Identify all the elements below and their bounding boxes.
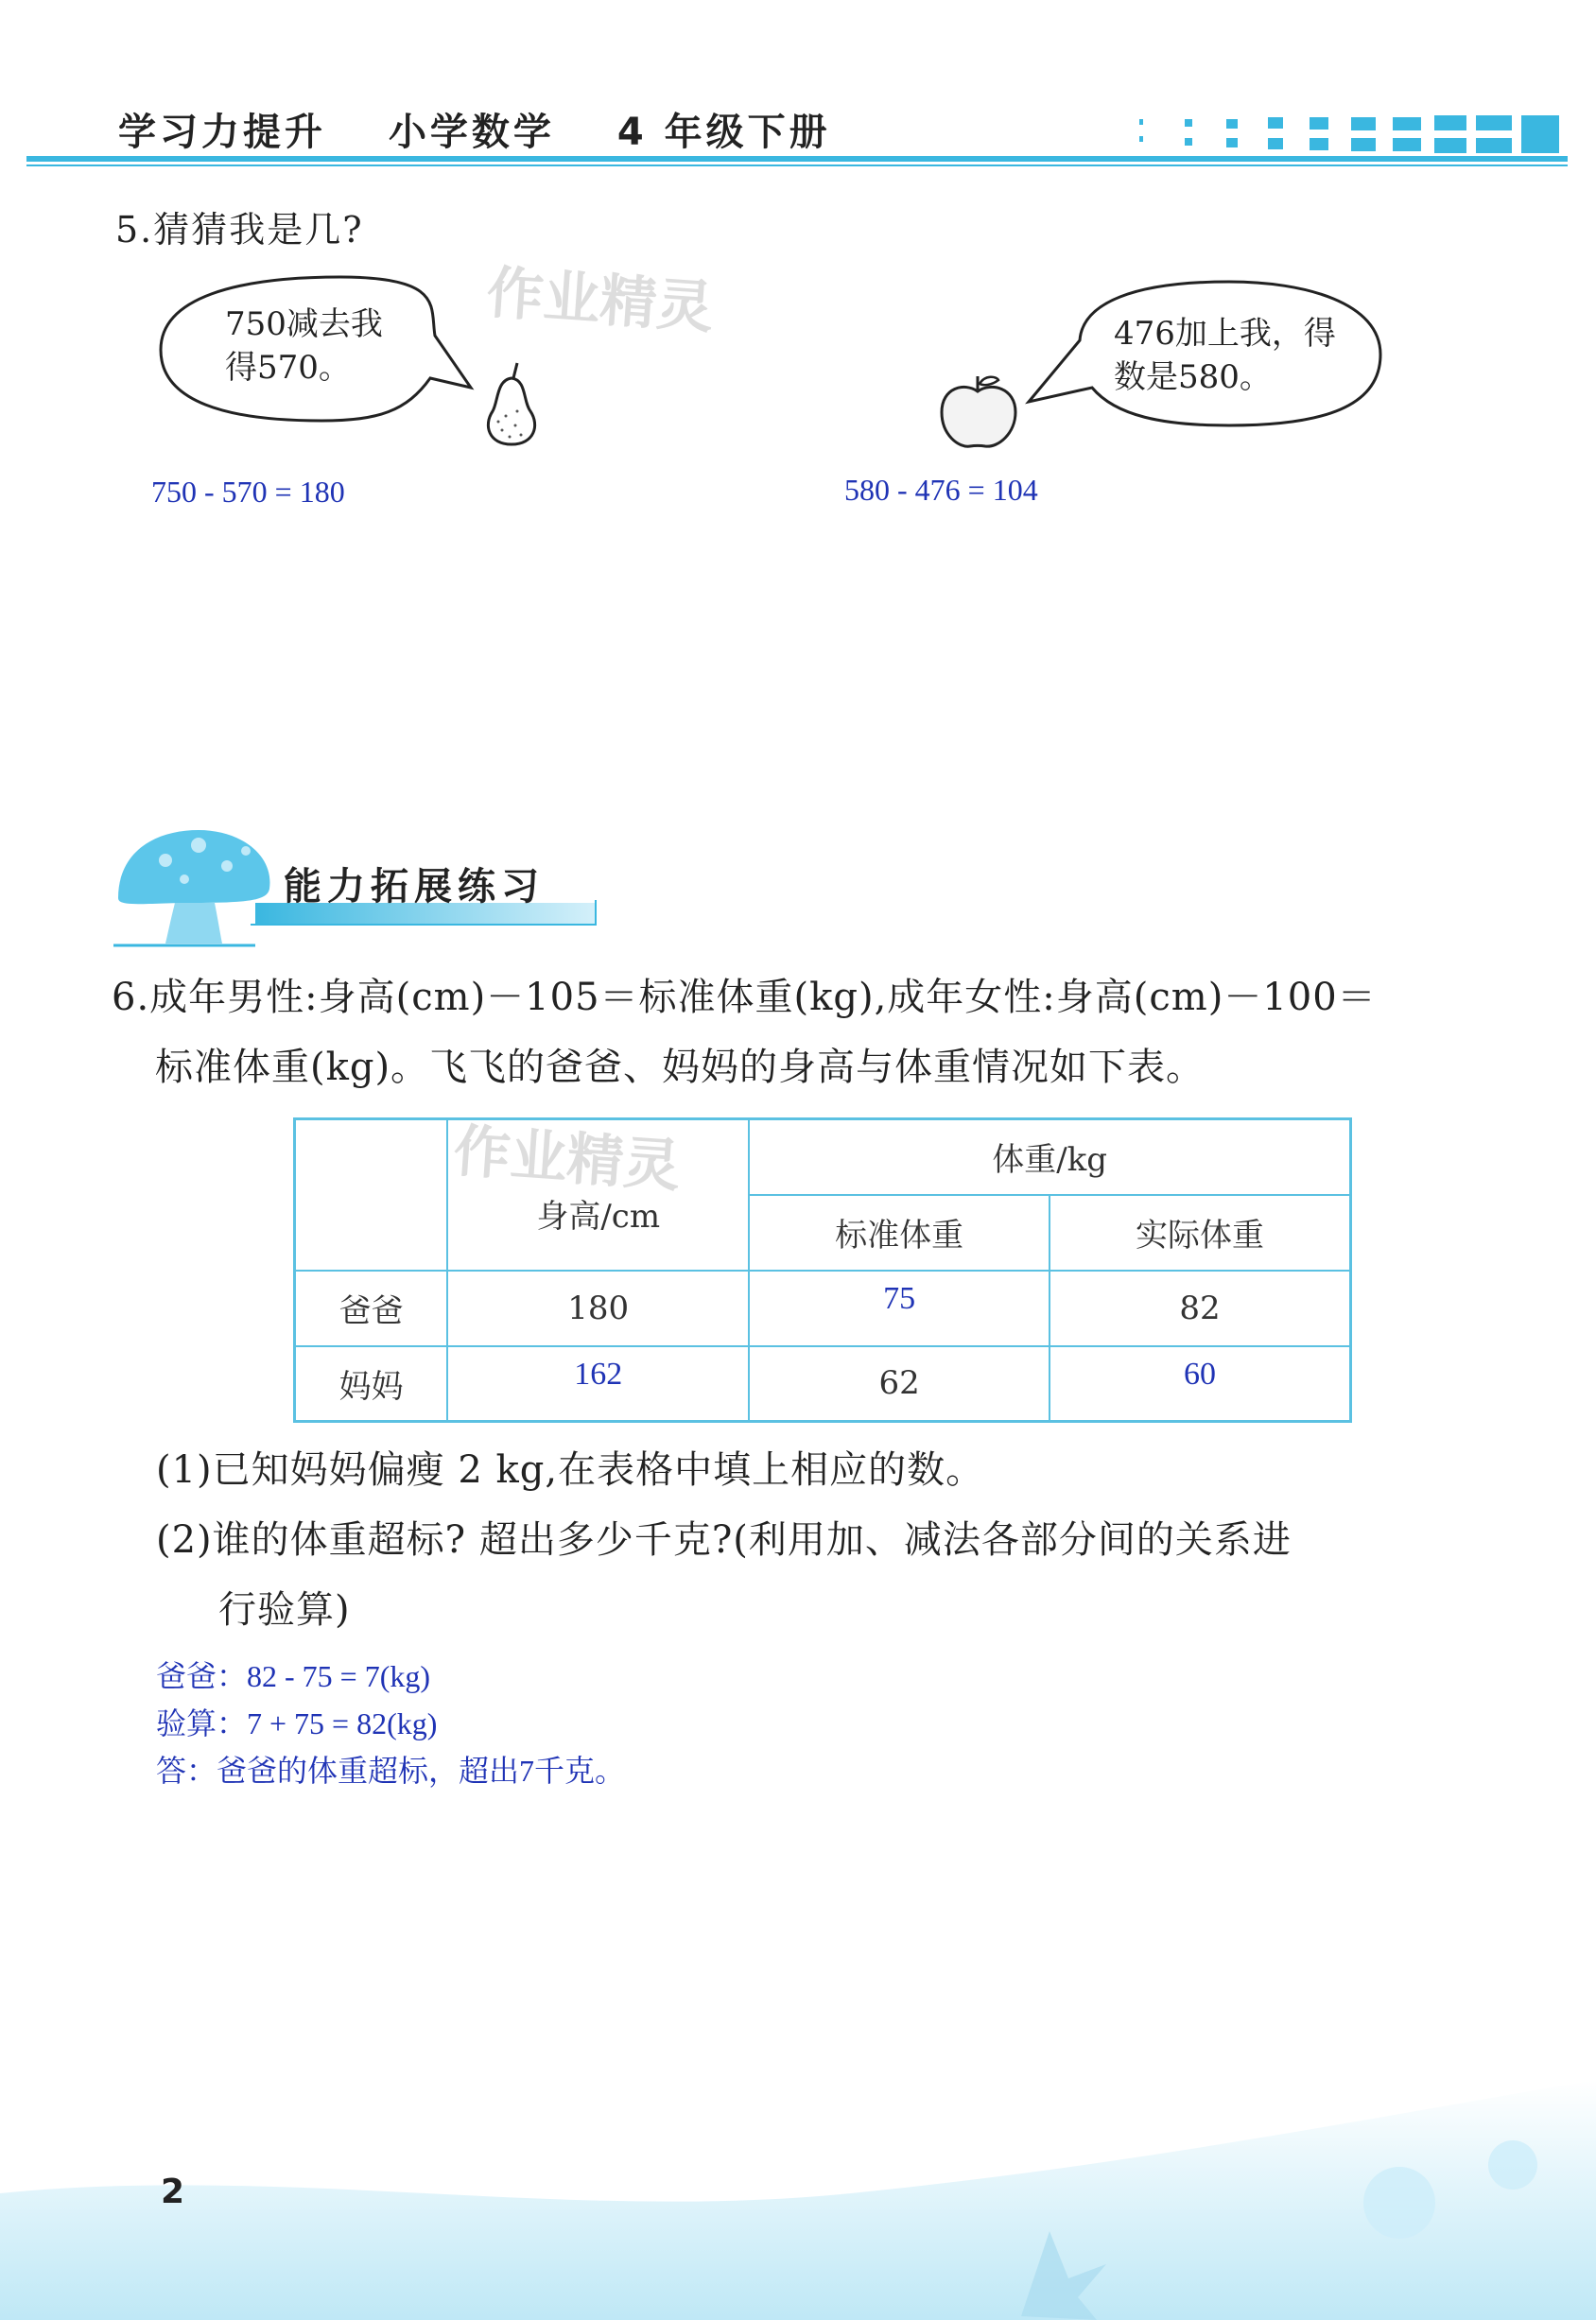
- cell-height: 180: [447, 1271, 749, 1346]
- cell-standard-weight: 62: [749, 1346, 1050, 1422]
- cell-actual-weight: 60: [1050, 1346, 1350, 1422]
- header-standard-weight: 标准体重: [749, 1195, 1050, 1271]
- row-name: 爸爸: [295, 1271, 448, 1346]
- header-subject: 小学数学: [388, 111, 555, 154]
- apple-icon: [936, 371, 1021, 451]
- bubble-left-text: 750减去我 得570。: [225, 305, 383, 387]
- header-rule-thin: [26, 164, 1568, 166]
- pear-icon: [477, 359, 544, 449]
- q5-answer-right: 580 - 476 = 104: [844, 473, 1038, 507]
- header-grade: 4 年级下册: [616, 111, 831, 154]
- header-weight: 体重/kg: [749, 1119, 1350, 1195]
- watermark-text-top: 作业精灵: [484, 259, 716, 342]
- page-header: [118, 102, 876, 156]
- q5-answer-left: 750 - 570 = 180: [151, 475, 345, 509]
- question-6-text: 6.成年男性:身高(cm)－105＝标准体重(kg),成年女性:身高(cm)－100＝ 标准体重(kg)。飞飞的爸爸、妈妈的身高与体重情况如下表。: [112, 976, 1377, 1089]
- q6-answer: 爸爸：82 - 75 = 7(kg) 验算：7 + 75 = 82(kg) 答：爸爸的体重超标，超出7千克。: [156, 1659, 626, 1788]
- table-corner-cell: [295, 1119, 448, 1271]
- watermark-text-table: 作业精灵: [451, 1117, 683, 1201]
- sub-question-2-cont: 行验算): [218, 1588, 351, 1632]
- header-rule: [26, 156, 1568, 162]
- cell-actual-weight: 82: [1050, 1271, 1350, 1346]
- question-5-title: 5.猜猜我是几?: [115, 209, 364, 251]
- question-6-subquestions: [156, 1435, 1518, 1645]
- header-height: 身高/cm: [447, 1119, 749, 1271]
- sub-question-2: (2)谁的体重超标? 超出多少千克?(利用加、减法各部分间的关系进: [156, 1518, 1292, 1562]
- bottom-wave-decoration: [0, 2061, 1596, 2320]
- header-actual-weight: 实际体重: [1050, 1195, 1350, 1271]
- cell-height: 162: [447, 1346, 749, 1422]
- cell-standard-weight: 75: [749, 1271, 1050, 1346]
- bubble-right-text: 476加上我，得 数是580。: [1114, 315, 1336, 396]
- sub-question-1: (1)已知妈妈偏瘦 2 kg,在表格中填上相应的数。: [156, 1448, 985, 1492]
- row-name: 妈妈: [295, 1346, 448, 1422]
- table-row: [295, 1271, 1351, 1346]
- header-dash-decoration: [1139, 115, 1565, 153]
- page-number: 2: [161, 2173, 185, 2211]
- header-book: 学习力提升: [118, 111, 326, 154]
- table-row: [295, 1346, 1351, 1422]
- section-title: 能力拓展练习: [284, 865, 545, 909]
